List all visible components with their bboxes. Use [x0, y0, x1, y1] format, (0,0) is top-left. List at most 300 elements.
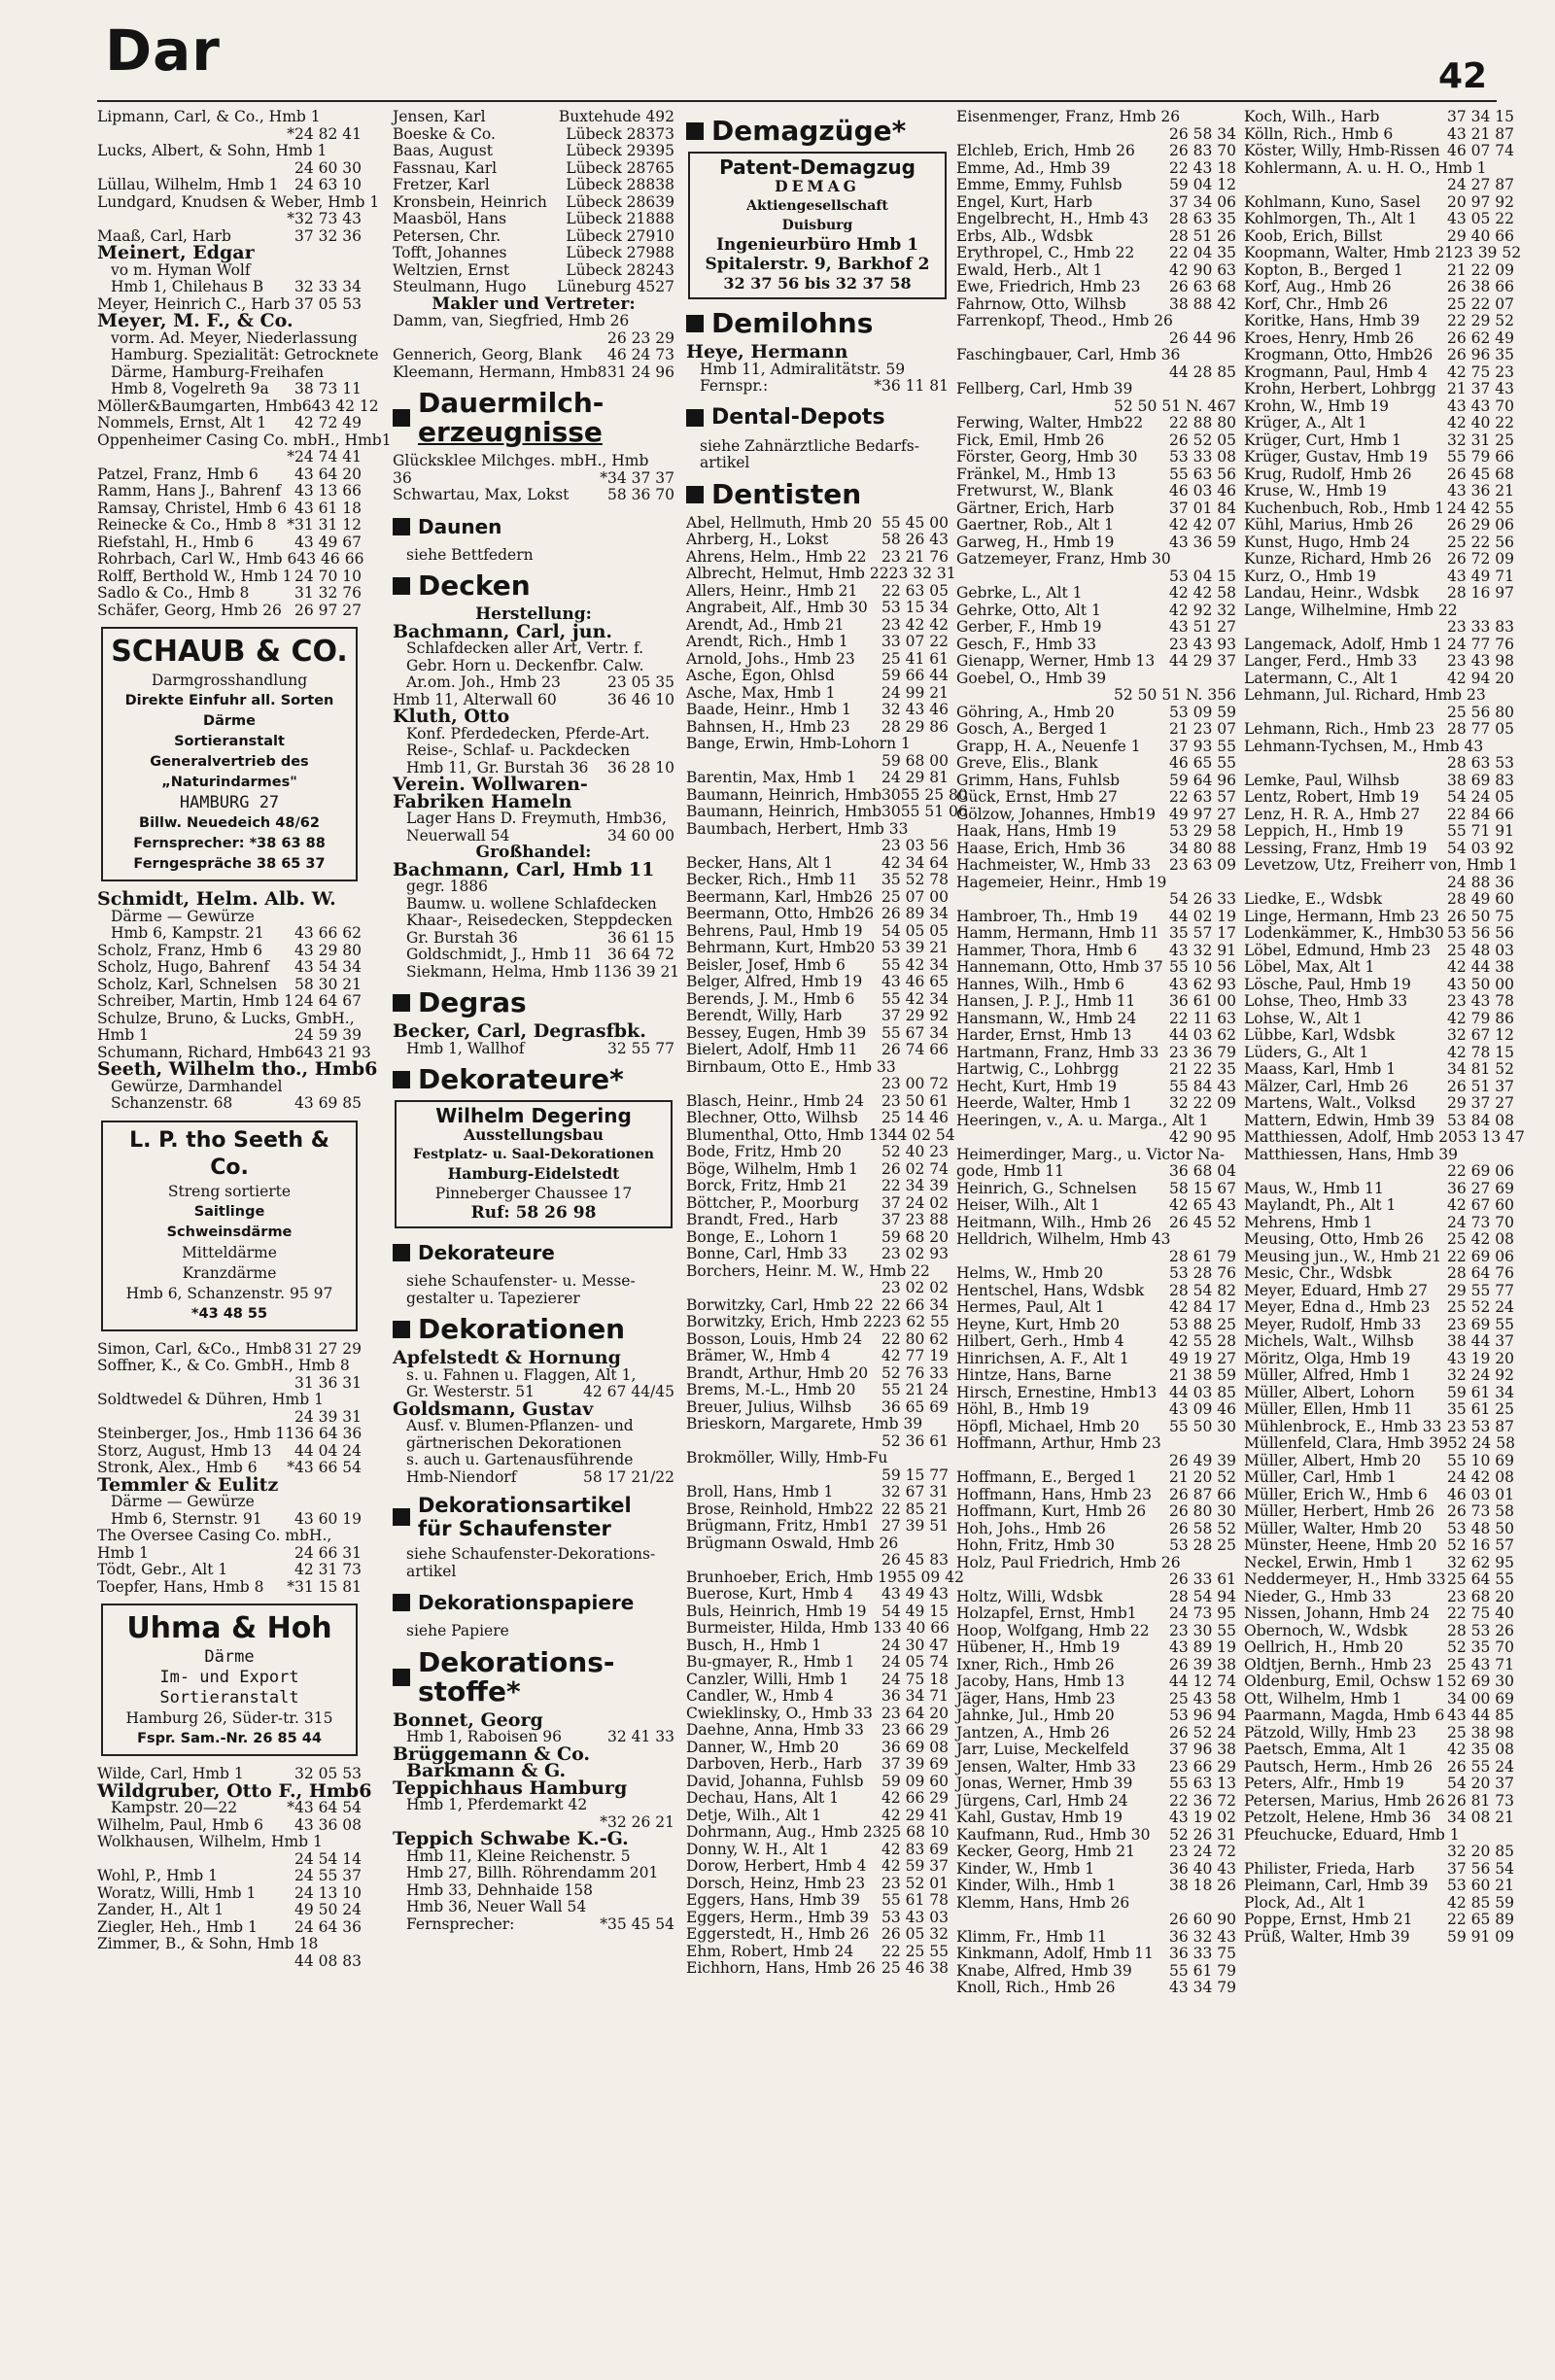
- directory-entry: [956, 1453, 1236, 1470]
- entry-text: Eichhorn, Hans, Hmb 26: [686, 1959, 876, 1977]
- entry-phone: 22 11 63: [1168, 1009, 1236, 1027]
- entry-list: [393, 1797, 674, 1831]
- directory-entry: [686, 1125, 955, 1145]
- directory-entry: [1244, 1317, 1514, 1334]
- section-heading: Großhandel:: [475, 843, 592, 862]
- entry-text: Scholz, Franz, Hmb 6: [97, 941, 262, 959]
- directory-entry: [1244, 1810, 1514, 1827]
- directory-entry: [97, 500, 362, 518]
- entry-phone: 43 46 66: [296, 550, 364, 568]
- directory-entry: [1244, 1861, 1514, 1879]
- entry-phone: 55 21 24: [881, 1381, 949, 1398]
- entry-text: Schlafdecken aller Art, Vertr. f.: [406, 639, 644, 657]
- entry-phone: 53 29 58: [1168, 822, 1236, 840]
- directory-entry: [393, 1041, 674, 1058]
- directory-entry: [1244, 1061, 1514, 1079]
- entry-text: Weltzien, Ernst: [393, 260, 510, 279]
- ad-line: Därme: [203, 713, 256, 729]
- entry-phone: 23 03 56: [881, 837, 949, 854]
- entry-phone: 42 79 86: [1446, 1009, 1514, 1027]
- entry-text: Zimmer, B., & Sohn, Hmb 18: [97, 1935, 319, 1952]
- directory-entry: [393, 211, 674, 228]
- directory-entry: [956, 262, 1236, 280]
- entry-text: Heiser, Wilh., Alt 1: [956, 1196, 1100, 1214]
- entry-text: Hmb 27, Billh. Röhrendamm 201: [406, 1864, 659, 1881]
- entry-phone: 31 32 76: [294, 584, 362, 602]
- entry-list: [97, 1079, 362, 1113]
- entry-text: Mehrens, Hmb 1: [1244, 1213, 1373, 1231]
- entry-phone: 24 63 10: [294, 176, 362, 193]
- entry-phone: Lübeck 28243: [566, 260, 674, 279]
- directory-entry: [686, 378, 949, 396]
- directory-entry: [686, 1110, 949, 1127]
- directory-entry: [393, 913, 674, 930]
- directory-entry: [1244, 1912, 1514, 1929]
- directory-entry: [97, 1919, 362, 1937]
- entry-phone: 43 69 85: [294, 1094, 362, 1112]
- directory-entry: [1244, 1113, 1514, 1130]
- directory-entry: [1244, 755, 1514, 773]
- directory-entry: [686, 362, 949, 379]
- directory-entry: [956, 449, 1236, 466]
- entry-phone: 36 64 72: [606, 946, 674, 963]
- column-4: [956, 109, 1236, 2368]
- directory-entry: [956, 1215, 1236, 1232]
- entry-phone: 36 61 15: [606, 928, 674, 947]
- directory-entry: [686, 872, 949, 889]
- directory-entry: [686, 1331, 949, 1349]
- ad-line: Kranzdärme: [182, 1263, 277, 1282]
- entry-phone: 42 92 32: [1168, 601, 1236, 619]
- entry-phone: 25 22 56: [1446, 533, 1514, 551]
- entry-phone: 36 34 71: [881, 1687, 949, 1705]
- entry-phone: 49 19 27: [1168, 1349, 1236, 1367]
- cross-reference: siehe Zahnärztliche Bedarfs-artikel: [700, 436, 919, 471]
- directory-entry: [1244, 1419, 1514, 1436]
- entry-phone: 53 28 25: [1168, 1536, 1236, 1554]
- entry-phone: 37 56 54: [1446, 1859, 1514, 1878]
- directory-entry: [1244, 1453, 1514, 1470]
- directory-entry: [956, 1725, 1236, 1742]
- directory-entry: [1244, 1555, 1514, 1572]
- entry-phone: 44 03 85: [1168, 1383, 1236, 1401]
- entry-text: Brunhoeber, Erich, Hmb 19: [686, 1568, 897, 1586]
- directory-entry: [956, 1197, 1236, 1215]
- entry-phone: 55 09 42: [896, 1568, 964, 1586]
- directory-entry: [1244, 177, 1514, 194]
- entry-list: [393, 1041, 674, 1058]
- directory-entry: [956, 1929, 1236, 1947]
- entry-phone: 32 33 34: [294, 278, 362, 295]
- directory-entry: [1244, 773, 1514, 790]
- directory-entry: [956, 535, 1236, 552]
- square-bullet-icon: [393, 518, 410, 535]
- directory-entry: [1244, 244, 1522, 262]
- entry-text: Bode, Fritz, Hmb 20: [686, 1143, 842, 1160]
- entry-phone: 42 77 19: [881, 1347, 949, 1364]
- directory-entry: [1244, 296, 1514, 314]
- entry-phone: 34 08 21: [1446, 1809, 1514, 1826]
- entry-phone: 54 03 92: [1446, 839, 1514, 857]
- entry-phone: 42 40 22: [1446, 414, 1514, 431]
- directory-entry: [1244, 1333, 1514, 1351]
- entry-text: Lüders, G., Alt 1: [1244, 1043, 1369, 1061]
- directory-entry: [686, 1093, 949, 1111]
- entry-text: Gr. Burstah 36: [406, 928, 518, 947]
- directory-entry: [956, 1487, 1236, 1504]
- ad-line: Duisburg: [781, 218, 853, 233]
- entry-text: Candler, W., Hmb 4: [686, 1687, 834, 1705]
- square-bullet-icon: [686, 409, 704, 427]
- entry-text: Kronsbein, Heinrich: [393, 192, 547, 211]
- directory-entry: [1244, 619, 1514, 637]
- entry-list: [97, 328, 379, 398]
- entry-text: Donny, W. H., Alt 1: [686, 1840, 829, 1858]
- entry-text: Göhring, A., Hmb 20: [956, 703, 1115, 721]
- entry-phone: 46 03 01: [1446, 1485, 1514, 1503]
- directory-entry: [393, 245, 674, 262]
- directory-entry: [1244, 1027, 1514, 1045]
- entry-text: Beermann, Karl, Hmb26: [686, 887, 873, 906]
- square-bullet-icon: [393, 1071, 410, 1088]
- entry-phone: 53 33 08: [1168, 448, 1236, 466]
- directory-entry: [686, 1740, 949, 1757]
- entry-phone: 43 36 21: [1446, 482, 1514, 500]
- directory-entry: [393, 962, 680, 982]
- square-bullet-icon: [393, 1669, 410, 1686]
- directory-entry: [956, 1555, 1236, 1572]
- entry-phone: 46 24 73: [606, 346, 674, 363]
- entry-text: Därme — Gewürze: [111, 1493, 255, 1510]
- entry-phone: 53 13 47: [1457, 1128, 1525, 1146]
- entry-text: Lodenkämmer, K., Hmb30: [1244, 924, 1444, 942]
- entry-text: s. u. Fahnen u. Flaggen, Alt 1,: [406, 1365, 637, 1384]
- entry-text: Jäger, Hans, Hmb 23: [956, 1689, 1116, 1707]
- entry-phone: 25 48 03: [1446, 941, 1514, 959]
- entry-phone: 23 36 79: [1168, 1043, 1236, 1061]
- entry-text: Blumenthal, Otto, Hmb 13: [686, 1125, 888, 1144]
- entry-phone: 32 43 46: [881, 701, 949, 718]
- directory-entry: [956, 1537, 1236, 1555]
- directory-entry: [97, 1358, 362, 1375]
- directory-entry: [956, 228, 1236, 246]
- entry-phone: 28 51 26: [1168, 226, 1236, 245]
- entry-text: Hmb 11, Kleine Reichenstr. 5: [406, 1846, 631, 1865]
- entry-phone: 24 64 67: [294, 992, 362, 1010]
- directory-entry: [956, 1878, 1236, 1895]
- entry-text: Reise-, Schlaf- u. Packdecken: [406, 742, 631, 759]
- ad-line: Sortieranstalt: [159, 1688, 299, 1707]
- entry-text: Siekmann, Helma, Hmb 11: [406, 962, 613, 981]
- entry-phone: 23 66 29: [881, 1721, 949, 1739]
- directory-entry: [97, 943, 362, 960]
- entry-phone: 35 52 78: [881, 871, 949, 888]
- entry-list: [97, 941, 371, 1062]
- entry-text: Greve, Elis., Blank: [956, 754, 1098, 772]
- entry-phone: 26 33 61: [1168, 1570, 1236, 1588]
- ad-line: Aktiengesellschaft: [746, 198, 888, 214]
- entry-text: Peters, Alfr., Hmb 19: [1244, 1775, 1404, 1792]
- entry-text: Kampstr. 20—22: [111, 1799, 238, 1816]
- ad-line: Ruf: 58 26 98: [470, 1203, 597, 1223]
- directory-entry: [1244, 721, 1514, 739]
- directory-entry: [956, 517, 1236, 535]
- entry-list: [393, 1418, 674, 1486]
- directory-entry: [956, 1045, 1236, 1062]
- entry-phone: 25 46 38: [881, 1959, 949, 1977]
- directory-entry: [956, 1469, 1236, 1487]
- directory-entry: [1244, 1163, 1514, 1181]
- entry-text: Möritz, Olga, Hmb 19: [1244, 1349, 1411, 1367]
- entry-phone: 23 50 61: [881, 1091, 949, 1110]
- advertisement-degering: [395, 1100, 673, 1228]
- entry-phone: 24 66 31: [294, 1543, 362, 1562]
- entry-text: Borck, Fritz, Hmb 21: [686, 1177, 848, 1194]
- entry-text: Hoffmann, Arthur, Hmb 23: [956, 1434, 1161, 1452]
- entry-phone: 23 02 02: [881, 1279, 949, 1296]
- category-heading: [393, 571, 674, 601]
- entry-phone: 43 19 20: [1446, 1349, 1514, 1367]
- directory-entry: [97, 192, 380, 212]
- entry-name: Teppichhaus Hamburg: [393, 1776, 628, 1799]
- directory-entry: [97, 211, 362, 228]
- entry-phone: 54 05 05: [881, 921, 949, 940]
- entry-text: Erythropel, C., Hmb 22: [956, 244, 1135, 261]
- entry-text: Baade, Heinr., Hmb 1: [686, 701, 851, 718]
- directory-entry: [1244, 1776, 1514, 1793]
- entry-phone: 28 29 86: [881, 717, 949, 736]
- entry-text: Müller, Herbert, Hmb 26: [1244, 1502, 1434, 1520]
- square-bullet-icon: [686, 486, 704, 503]
- entry-text: Haak, Hans, Hmb 19: [956, 822, 1117, 840]
- square-bullet-icon: [393, 409, 410, 427]
- entry-phone: 22 66 34: [881, 1295, 949, 1314]
- entry-phone: 27 39 51: [881, 1517, 949, 1535]
- entry-phone: 22 69 06: [1446, 1247, 1514, 1265]
- entry-text: Emme, Ad., Hmb 39: [956, 158, 1111, 177]
- entry-phone: 29 55 77: [1446, 1281, 1514, 1299]
- entry-phone: 59 64 96: [1168, 771, 1236, 789]
- directory-entry: [686, 1382, 949, 1399]
- directory-entry: [686, 651, 949, 669]
- entry-text: Möller&Baumgarten, Hmb6: [97, 397, 312, 415]
- directory-entry: [956, 1249, 1236, 1266]
- entry-text: Ewe, Friedrich, Hmb 23: [956, 278, 1141, 295]
- entry-phone: 49 97 27: [1168, 805, 1236, 823]
- entry-name: Becker, Carl, Degrasfbk.: [393, 1020, 646, 1042]
- directory-entry: [1244, 959, 1514, 977]
- entry-text: Hmb 1: [97, 1543, 149, 1562]
- entry-text: Neuerwall 54: [406, 826, 510, 845]
- directory-entry: [956, 1623, 1236, 1640]
- entry-phone: 24 73 95: [1168, 1604, 1236, 1622]
- directory-entry: [686, 1892, 949, 1910]
- entry-text: Jantzen, A., Hmb 26: [956, 1723, 1110, 1742]
- ad-line: Darmgrosshandlung: [151, 672, 308, 689]
- directory-entry: [1244, 500, 1514, 518]
- entry-phone: 37 34 15: [1446, 108, 1514, 125]
- entry-phone: 26 38 66: [1446, 278, 1514, 295]
- entry-phone: 22 84 66: [1446, 805, 1514, 823]
- ad-line: Spitalerstr. 9, Barkhof 2: [705, 255, 930, 274]
- entry-phone: 36 68 04: [1168, 1162, 1236, 1180]
- entry-phone: 23 33 83: [1446, 618, 1514, 636]
- entry-text: Fick, Emil, Hmb 26: [956, 431, 1105, 449]
- entry-text: Mesic, Chr., Wdsbk: [1244, 1264, 1392, 1282]
- entry-list: [393, 726, 674, 777]
- entry-phone: 23 53 87: [1446, 1417, 1514, 1435]
- directory-entry: [393, 109, 674, 126]
- entry-text: Ahrberg, H., Lokst: [686, 531, 829, 548]
- entry-text: Baumann, Heinrich, Hmb30: [686, 785, 901, 804]
- entry-text: Jacoby, Hans, Hmb 13: [956, 1673, 1125, 1690]
- entry-phone: 21 37 43: [1446, 380, 1514, 397]
- entry-text: Blechner, Otto, Wilhsb: [686, 1109, 858, 1126]
- entry-phone: 36 46 10: [606, 690, 674, 708]
- square-bullet-icon: [393, 1508, 410, 1526]
- entry-phone: 46 03 46: [1168, 482, 1236, 500]
- entry-phone: 53 84 08: [1446, 1111, 1514, 1129]
- entry-text: Müller, Albert, Lohorn: [1244, 1383, 1415, 1401]
- entry-text: Dohrmann, Aug., Hmb 23: [686, 1823, 882, 1841]
- entry-phone: 24 05 74: [881, 1653, 949, 1671]
- directory-entry: [956, 1265, 1236, 1283]
- directory-entry: [686, 1926, 949, 1944]
- entry-text: Blasch, Heinr., Hmb 24: [686, 1091, 864, 1110]
- entry-text: Hmb 1, Raboisen 96: [406, 1728, 563, 1745]
- category-title: Decken: [418, 569, 531, 602]
- entry-text: Khaar-, Reisedecken, Steppdecken: [406, 912, 673, 929]
- directory-entry: [97, 364, 362, 382]
- entry-text: Heinrich, G., Schnelsen: [956, 1179, 1137, 1197]
- entry-phone: 55 10 56: [1168, 958, 1236, 976]
- entry-phone: *36 11 81: [874, 377, 949, 395]
- entry-text: Knabe, Alfred, Hmb 39: [956, 1961, 1132, 1980]
- entry-phone: 42 55 28: [1168, 1332, 1236, 1350]
- entry-phone: 24 99 21: [881, 683, 949, 702]
- entry-text: Hagemeier, Heinr., Hmb 19: [956, 873, 1167, 891]
- directory-entry: [393, 1916, 674, 1934]
- directory-entry: [686, 1638, 949, 1655]
- entry-list: [393, 453, 674, 504]
- entry-phone: 26 97 27: [294, 601, 362, 619]
- entry-text: Brandt, Arthur, Hmb 20: [686, 1363, 869, 1382]
- entry-text: Arendt, Ad., Hmb 21: [686, 615, 845, 634]
- entry-text: Müller, Erich W., Hmb 6: [1244, 1485, 1428, 1503]
- directory-entry: [1244, 398, 1514, 416]
- directory-entry: [956, 925, 1236, 943]
- directory-entry: [956, 1895, 1236, 1913]
- directory-entry: [1244, 705, 1514, 722]
- entry-text: Poppe, Ernst, Hmb 21: [1244, 1911, 1413, 1928]
- entry-phone: 43 09 46: [1168, 1400, 1236, 1418]
- entry-phone: 55 84 43: [1168, 1077, 1236, 1095]
- entry-phone: 36 65 69: [881, 1397, 949, 1416]
- directory-entry: [956, 330, 1236, 348]
- entry-name: Meyer, M. F., & Co.: [97, 310, 294, 331]
- directory-entry: [956, 1861, 1236, 1879]
- entry-phone: 22 04 35: [1168, 244, 1236, 261]
- entry-phone: 24 55 37: [294, 1867, 362, 1884]
- directory-entry: [686, 634, 949, 651]
- directory-entry: [686, 1433, 949, 1451]
- entry-phone: 26 49 39: [1168, 1451, 1236, 1469]
- directory-entry: [1244, 1401, 1514, 1419]
- ad-title: Uhma & Hoh: [126, 1611, 332, 1645]
- entry-name: Barkmann & G.: [406, 1760, 567, 1781]
- entry-text: Förster, Georg, Hmb 30: [956, 448, 1138, 466]
- entry-text: Gärtner, Erich, Harb: [956, 499, 1115, 517]
- directory-entry: [393, 1367, 674, 1385]
- directory-entry: [1244, 977, 1514, 994]
- entry-text: Gölzow, Johannes, Hmb19: [956, 805, 1157, 823]
- entry-name: Brüggemann & Co.: [393, 1742, 591, 1765]
- entry-phone: 42 35 08: [1446, 1741, 1514, 1758]
- entry-text: Ahrens, Helm., Hmb 22: [686, 547, 867, 566]
- directory-entry: [956, 1231, 1236, 1249]
- entry-text: Müller, Alfred, Hmb 1: [1244, 1366, 1411, 1384]
- directory-entry: [393, 1469, 674, 1487]
- entry-text: Nissen, Johann, Hmb 24: [1244, 1604, 1430, 1622]
- entry-phone: 26 23 29: [606, 328, 674, 347]
- entry-text: Hinrichsen, A. F., Alt 1: [956, 1349, 1129, 1367]
- entry-phone: 53 96 94: [1168, 1707, 1236, 1724]
- directory-entry: [97, 959, 362, 977]
- entry-text: Böttcher, P., Moorburg: [686, 1193, 859, 1212]
- entry-text: Dechau, Hans, Alt 1: [686, 1789, 840, 1807]
- directory-entry: [393, 453, 674, 470]
- column-2: [393, 108, 680, 2368]
- entry-phone: 35 57 17: [1168, 924, 1236, 942]
- entry-text: Krohn, W., Hmb 19: [1244, 397, 1389, 415]
- entry-text: Kohlmorgen, Th., Alt 1: [1244, 210, 1418, 227]
- entry-text: gode, Hmb 11: [956, 1162, 1064, 1180]
- entry-text: Jensen, Walter, Hmb 33: [956, 1757, 1136, 1776]
- entry-text: Asche, Egon, Ohlsd: [686, 667, 835, 684]
- directory-entry: [1244, 1827, 1514, 1845]
- entry-list: [97, 1817, 362, 1971]
- entry-text: Oppenheimer Casing Co. mbH., Hmb1: [97, 431, 392, 449]
- entry-text: Patzel, Franz, Hmb 6: [97, 465, 259, 483]
- entry-text: Meyer, Edna d., Hmb 23: [1244, 1298, 1431, 1316]
- entry-phone: 25 22 07: [1446, 294, 1514, 313]
- entry-text: Plock, Ad., Alt 1: [1244, 1893, 1366, 1912]
- entry-phone: 36 32 43: [1168, 1927, 1236, 1946]
- directory-entry: [97, 1545, 362, 1563]
- entry-text: Oldenburg, Emil, Ochsw 1: [1244, 1673, 1445, 1690]
- entry-list: [1244, 108, 1525, 1946]
- entry-text: Müller, Ellen, Hmb 11: [1244, 1400, 1413, 1418]
- entry-phone: 32 55 77: [606, 1039, 674, 1057]
- entry-text: Hmb 6, Kampstr. 21: [111, 924, 264, 942]
- directory-entry: [97, 1443, 362, 1461]
- entry-text: Löbel, Max, Alt 1: [1244, 958, 1375, 976]
- entry-list: [97, 397, 392, 620]
- entry-text: Maass, Karl, Hmb 1: [1244, 1060, 1397, 1078]
- entry-text: Hansen, J. P. J., Hmb 11: [956, 992, 1136, 1010]
- entry-text: Hoffmann, Hans, Hmb 23: [956, 1485, 1152, 1503]
- directory-entry: [956, 500, 1236, 518]
- directory-entry: [97, 551, 362, 569]
- entry-phone: 20 97 92: [1446, 192, 1514, 211]
- ad-line: Fernsprecher: *38 63 88: [133, 836, 326, 851]
- directory-entry: [393, 726, 674, 743]
- entry-text: Hachmeister, W., Hmb 33: [956, 856, 1151, 874]
- directory-entry: [1244, 160, 1514, 178]
- entry-phone: 43 46 65: [881, 973, 949, 990]
- directory-entry: [686, 685, 949, 703]
- entry-text: Michels, Walt., Wilhsb: [1244, 1332, 1414, 1350]
